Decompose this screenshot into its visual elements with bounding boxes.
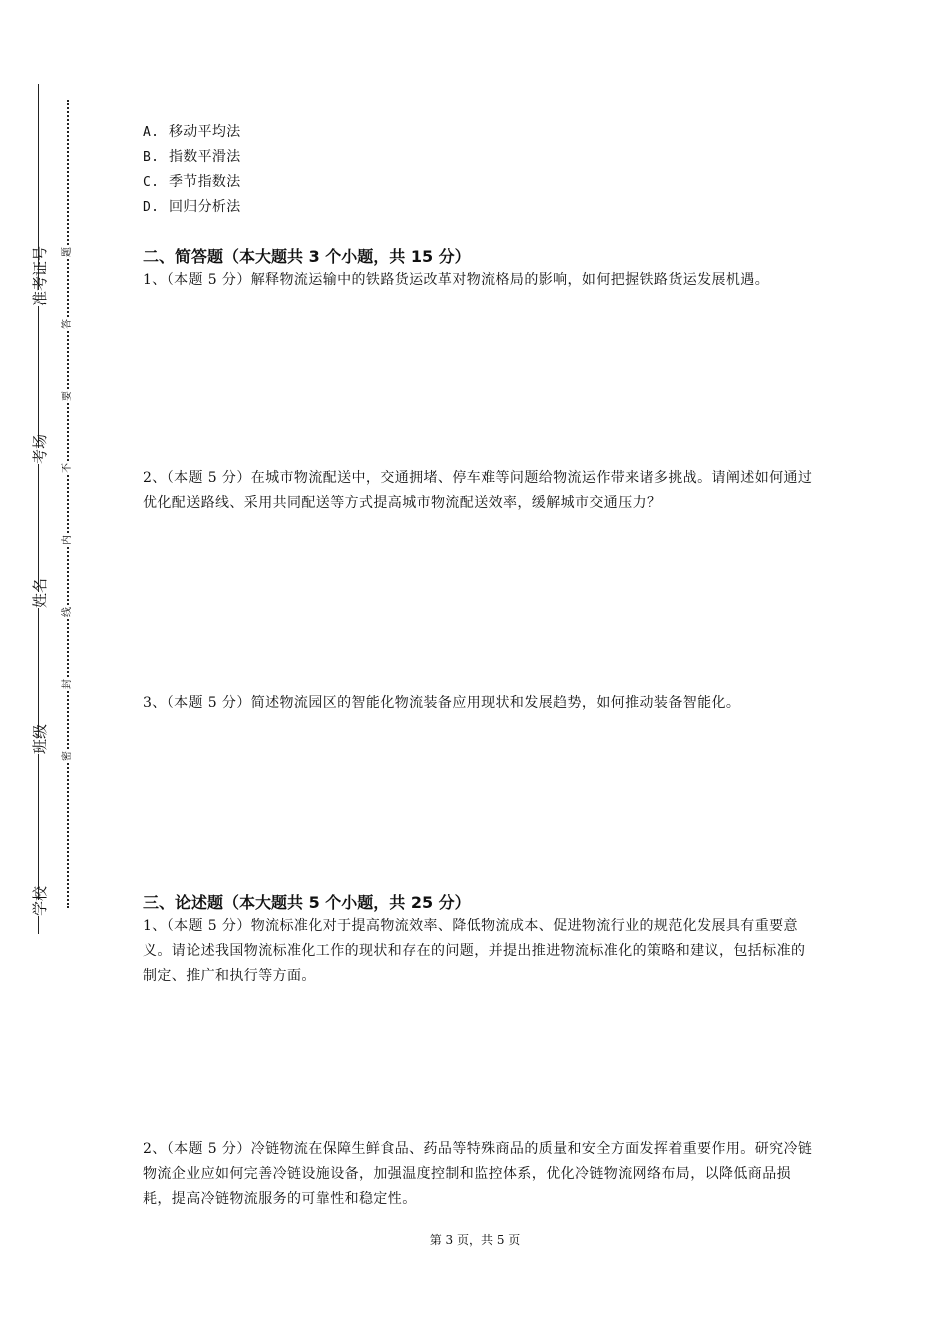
section-2-title: 二、简答题（本大题共 3 个小题，共 15 分） [143, 247, 471, 266]
option-key: B. [143, 150, 160, 165]
seal-char: 要 [62, 391, 73, 401]
option-key: A. [143, 125, 160, 140]
seal-char: 密 [62, 751, 73, 761]
seal-char: 题 [62, 247, 73, 257]
field-exam-id-label: 准考证号 [31, 245, 49, 306]
seal-char: 答 [62, 319, 73, 329]
seal-char: 线 [62, 607, 73, 617]
field-class-label: 班级 [31, 723, 49, 754]
seal-char: 封 [62, 679, 73, 689]
section-3-title: 三、论述题（本大题共 5 个小题，共 25 分） [143, 893, 471, 912]
option-b [143, 146, 241, 166]
option-text: 回归分析法 [169, 199, 241, 215]
seal-char: 内 [62, 535, 73, 545]
section-2-question-2: 2、（本题 5 分）在城市物流配送中，交通拥堵、停车难等问题给物流运作带来诸多挑战。请阐述如何通过优化配送路线、采用共同配送等方式提高城市物流配送效率，缓解城市交通压力？ [143, 470, 813, 511]
binding-solid-line [38, 84, 39, 934]
option-key: C. [143, 175, 160, 190]
field-exam-room-label: 考场 [31, 433, 49, 464]
binding-margin [0, 0, 90, 1344]
section-2-question-1: 1、（本题 5 分）解释物流运输中的铁路货运改革对物流格局的影响，如何把握铁路货运发展机遇。 [143, 272, 770, 288]
section-3-question-2: 2、（本题 5 分）冷链物流在保障生鲜食品、药品等特殊商品的质量和安全方面发挥着重要作用。研究冷链物流企业应如何完善冷链设施设备，加强温度控制和监控体系，优化冷链物流网络布局，以降低商品损耗，提高冷链物流服务的可靠性和稳定性。 [143, 1141, 813, 1207]
option-text: 季节指数法 [169, 174, 241, 190]
field-name-label: 姓名 [31, 577, 49, 608]
seal-char: 不 [62, 463, 73, 473]
section-3-question-1: 1、（本题 5 分）物流标准化对于提高物流效率、降低物流成本、促进物流行业的规范化发展具有重要意义。请论述我国物流标准化工作的现状和存在的问题，并提出推进物流标准化的策略和建议，包括标准的制定、推广和执行等方面。 [143, 918, 806, 984]
option-text: 指数平滑法 [169, 149, 241, 165]
binding-dotted-line [67, 100, 69, 908]
field-school-label: 学校 [31, 885, 49, 916]
option-key: D. [143, 200, 160, 215]
section-2-question-3: 3、（本题 5 分）简述物流园区的智能化物流装备应用现状和发展趋势，如何推动装备智能化。 [143, 695, 741, 711]
page-footer: 第 3 页，共 5 页 [429, 1233, 521, 1247]
option-c [143, 171, 241, 191]
option-d [143, 196, 241, 216]
option-text: 移动平均法 [169, 124, 241, 140]
option-a [143, 121, 241, 141]
